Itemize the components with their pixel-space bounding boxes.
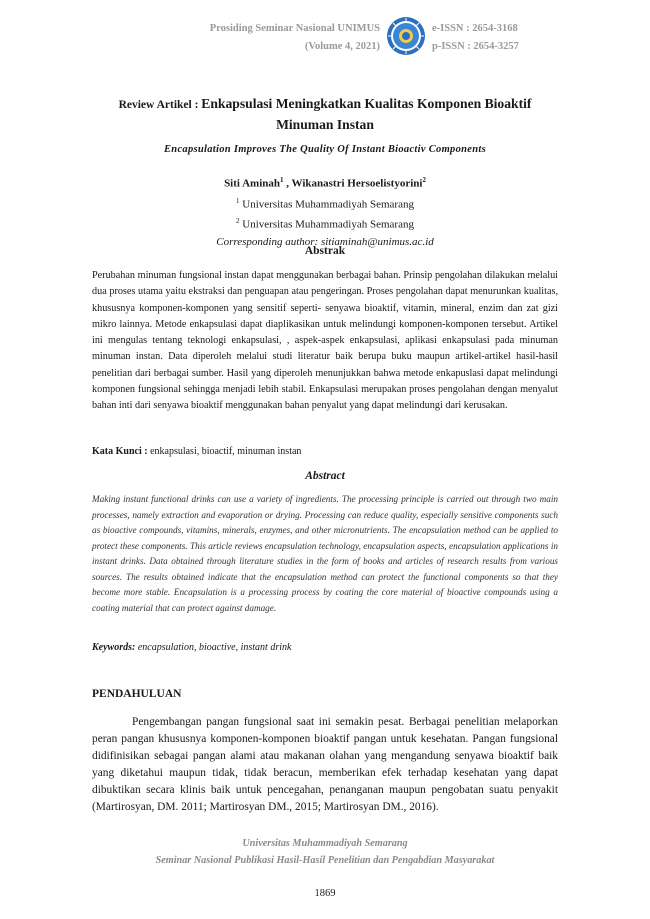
paper-subtitle: Encapsulation Improves The Quality Of Instant Bioactiv Components bbox=[164, 144, 486, 155]
journal-volume: (Volume 4, 2021) bbox=[304, 41, 380, 52]
proceedings-header-left bbox=[150, 20, 380, 56]
title-prefix: Review Artikel : bbox=[118, 99, 202, 111]
affiliation-2: $^2$ Universitas Muhammadiyah Semarang bbox=[236, 217, 414, 231]
pissn: p-ISSN : 2654-3257 bbox=[432, 41, 519, 52]
affiliation-1: $^1$ Universitas Muhammadiyah Semarang bbox=[236, 196, 414, 211]
corresponding-author: Corresponding author: sitiaminah@unimus.ac.id bbox=[216, 235, 434, 248]
abstract-keywords: Keywords: encapsulation, bioactive, instant drink bbox=[92, 642, 292, 653]
unimus-seal-icon bbox=[386, 16, 426, 56]
introduction-paragraph: Pengembangan pangan fungsional saat ini semakin pesat. Berbagai penelitian melaporkan peran pangan khususnya komponen-komponen bioaktif pangan untuk kesehatan. Pangan fungsional didifinisikan sebagai pangan alami atau makanan olahan yang mengandung senyawa bioaktif baik yang diketahui maupun tidak, tidak beracun, memberikan efek terhadap kesehatan yang dapat dibuktikan secara klinis baik untuk pencegahan, penanganan maupun pengobatan suatu penyakit (Martirosyan, DM. 2011; Martirosyan DM., 2015; Martirosyan DM., 2016). bbox=[92, 716, 558, 813]
abstract-text: Making instant functional drinks can use a variety of ingredients. The processing principle is carried out through two main processes, namely extraction and evaporation or drying. Processing can reduce quality, especially sensitive components such as bioactive compounds, vitamins, minerals, enzymes, and other micronutrients. The encapsulation method can be applied to protect these components. This article reviews encapsulation technology, encapsulation aspects, encapsulation applications in instant drinks. Data obtained through literature studies in the form of books and articles of research results from various sources. The results obtained indicate that the encapsulation method can protect the functional components so that they become more stable. Encapsulation is a processing process by coating the core material of bioactive compounds using a coating material that can protect against damage. bbox=[92, 494, 558, 613]
title-main: Enkapsulasi Meningkatkan Kualitas Komponen Bioaktif Minuman Instan bbox=[201, 96, 532, 132]
journal-name: Prosiding Seminar Nasional UNIMUS bbox=[209, 23, 380, 34]
abstrak-keywords: Kata Kunci : enkapsulasi, bioactif, minuman instan bbox=[92, 446, 302, 457]
author-names: Siti Aminah$^1$ , Wikanastri Hersoelistyorini$^2$ bbox=[224, 176, 426, 190]
paper-title bbox=[90, 94, 560, 135]
abstrak-text: Perubahan minuman fungsional instan dapat menggunakan berbagai bahan. Prinsip pengolahan dilakukan melalui dua proses utama yaitu ekstraksi dan penguapan atau pengeringan. Proses pengolahan dapat menurunkan kualitas, khususnya komponen-komponen yang sensitif seperti- senyawa bioaktif, vitamin, mineral, enzim dan zat gizi mikro lainnya. Metode enkapsulasi dapat diaplikasikan untuk melindungi komponen-komponen tersebut. Artikel ini mengulas tentang teknologi enkapsulasi, , aspek-aspek enkapsulasi, aplikasi enkapsulasi pada minuman minuman instan. Data diperoleh melalui studi literatur baik berupa buku maupun artikel-artikel hasil-hasil penelitian dari berbagai sumber. Hasil yang diperoleh menunjukkan bahwa metode enkapuslasi dapat melindungi komponen fungsional sehingga menjadi lebih stabil. Enkapsulasi merupakan proses pengolahan dengan menyalut bahan inti dari senyawa bioaktif menggunakan bahan penyalut yang dapat melindungi dari kerusakan. bbox=[92, 270, 558, 412]
abstract-heading: Abstract bbox=[305, 470, 345, 482]
author-block bbox=[150, 172, 500, 251]
introduction-heading: PENDAHULUAN bbox=[92, 688, 182, 700]
proceedings-header-right bbox=[432, 20, 632, 56]
eissn: e-ISSN : 2654-3168 bbox=[432, 23, 518, 34]
footer-university: Universitas Muhammadiyah Semarang bbox=[242, 838, 408, 849]
abstrak-heading: Abstrak bbox=[304, 245, 346, 257]
page-number: 1869 bbox=[314, 888, 336, 899]
unimus-logo bbox=[386, 16, 426, 56]
footer-seminar: Seminar Nasional Publikasi Hasil-Hasil Penelitian dan Pengabdian Masyarakat bbox=[155, 855, 495, 866]
